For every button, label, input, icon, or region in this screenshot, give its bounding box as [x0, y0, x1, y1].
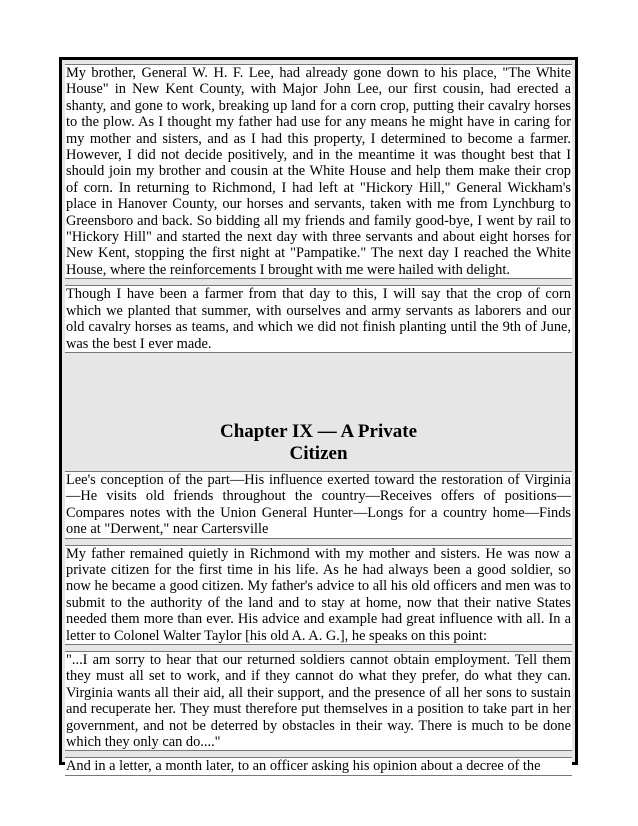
paragraph-letter-quote: "...I am sorry to hear that our returned soldiers cannot obtain employment. Tell them they must all set to work, and if they cannot do what they prefer, do what they can. Virginia wants all their aid, all their support, and the presence of all her sons to sustain and recuperate her. They must therefore put themselves in a position to take part in her government, and not be deterred by obstacles in their way. There is much to be done which they only can do...." — [66, 651, 571, 750]
page-frame — [59, 57, 578, 775]
chapter-title-line-2: Citizen — [289, 442, 348, 464]
chapter-title-line-1: Chapter IX — A Private — [219, 420, 418, 442]
paragraph-white-house: My brother, General W. H. F. Lee, had already gone down to his place, "The White House" in New Kent County, with Major John Lee, our first cousin, had erected a shanty, and gone to work, breaking up land for a corn crop, putting their cavalry horses to the plow. As I thought my father had use for any means he might have in caring for my mother and sisters, and as I had this property, I determined to become a farmer. However, I did not decide positively, and in the meantime it was thought best that I should join my brother and cousin at the White House and help them make their crop of corn. In returning to Richmond, I had left at "Hickory Hill," General Wickham's place in Hanover County, our horses and servants, taken with me from Lynchburg to Greensboro and back. So bidding all my friends and family good-bye, I went by rail to "Hickory Hill" and started the next day with three servants and about eight horses for New Kent, stopping the first night at "Pampatike." The next day I reached the White House, where the reinforcements I brought with me were hailed with delight. — [66, 65, 571, 278]
chapter-summary: Lee's conception of the part—His influence exerted toward the restoration of Virginia—He visits old friends throughout the country—Receives offers of positions—Compares notes with the Union General Hunter—Longs for a country home—Finds one at "Derwent," near Cartersville — [66, 471, 571, 538]
chapter-title — [65, 421, 572, 465]
paragraph-private-citizen: My father remained quietly in Richmond with my mother and sisters. He was now a private citizen for the first time in his life. As he had always been a good soldier, so now he became a good citizen. My father's advice to all his old officers and men was to submit to the authority of the land and to stay at home, now that their native States needed them more than ever. His advice and example had great influence with all. In a letter to Colonel Walter Taylor [his old A. A. G.], he speaks on this point: — [66, 545, 571, 644]
paragraph-later-letter: And in a letter, a month later, to an officer asking his opinion about a decree of the — [65, 757, 572, 775]
paragraph-corn-crop: Though I have been a farmer from that day to this, I will say that the crop of corn which we planted that summer, with ourselves and army servants as laborers and our old cavalry horses as teams, and which we did not finish planting until the 9th of June, was the best I ever made. — [66, 286, 571, 352]
section-gap — [65, 353, 572, 421]
